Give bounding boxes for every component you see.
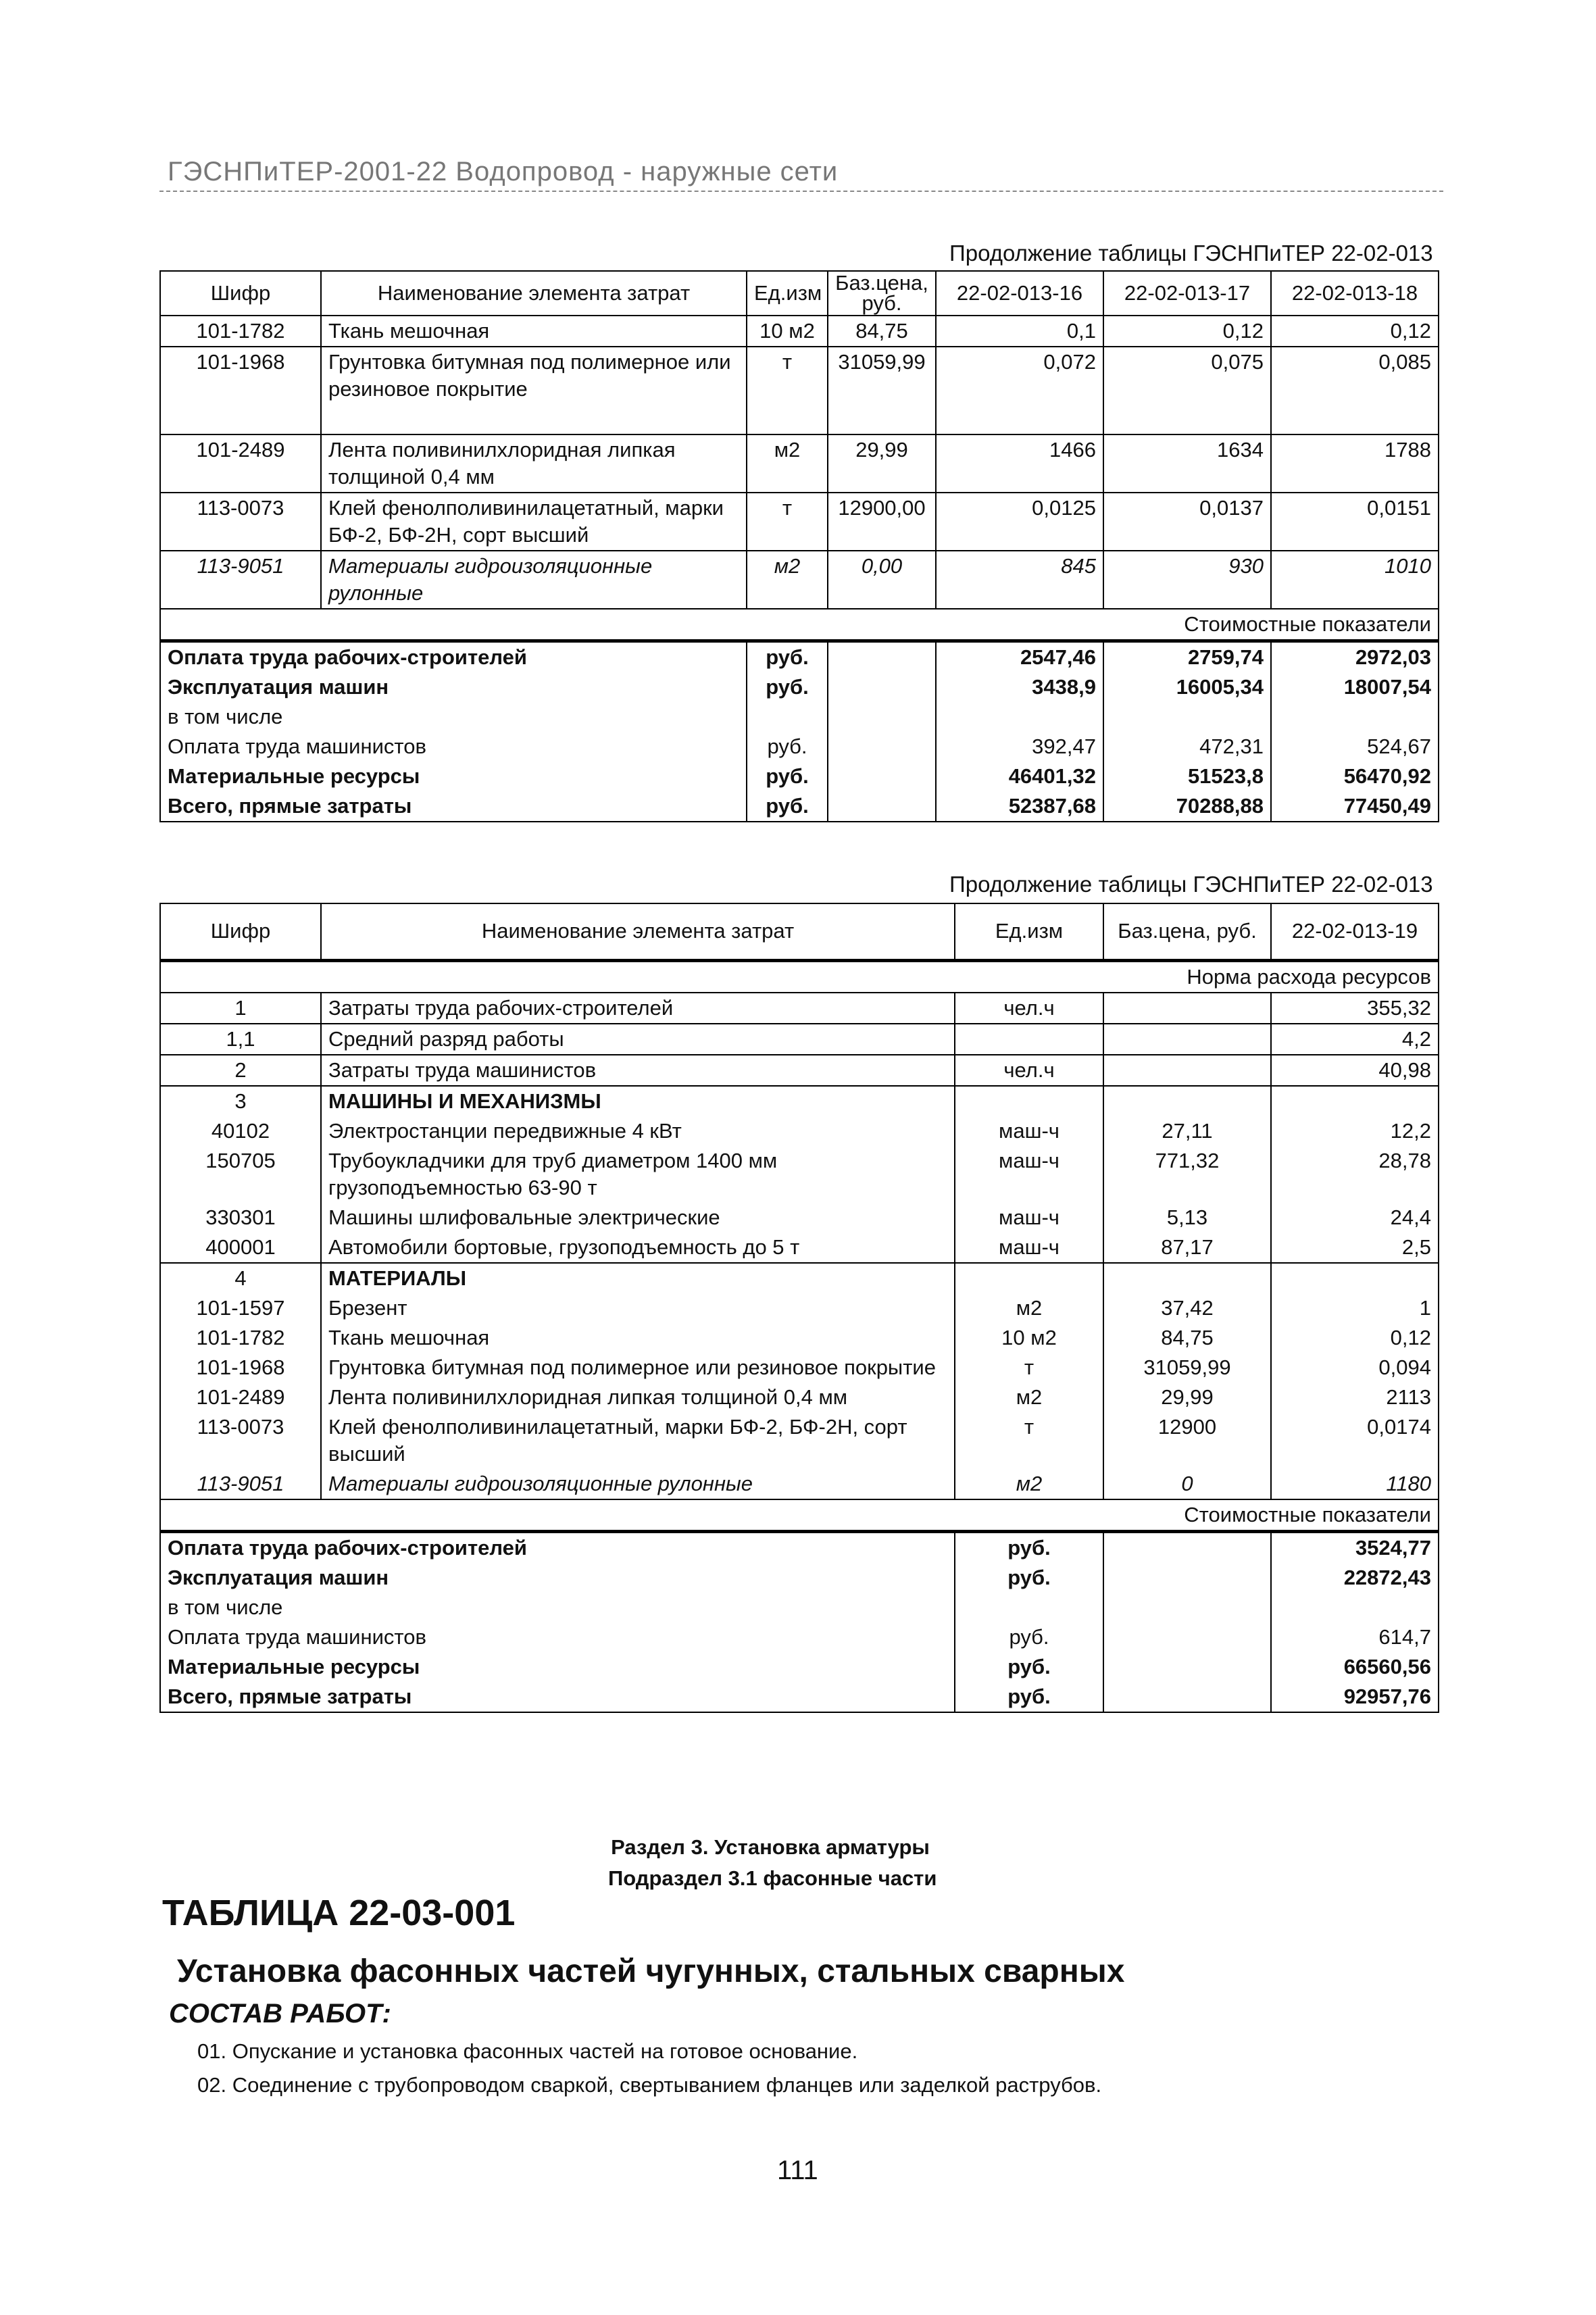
- total-value-17: 51523,8: [1103, 762, 1271, 791]
- row-unit: т: [747, 493, 828, 551]
- row-code: 101-1597: [160, 1293, 321, 1323]
- row-value-17: 0,0137: [1103, 493, 1271, 551]
- row-unit: м2: [747, 434, 828, 493]
- total-value-18: 77450,49: [1271, 791, 1439, 822]
- total-unit: руб.: [747, 672, 828, 702]
- row-price: 12900: [1103, 1412, 1271, 1469]
- table-row: [160, 1146, 1439, 1203]
- row-value-19: 1180: [1271, 1469, 1439, 1499]
- row-unit: т: [955, 1412, 1103, 1469]
- total-label: Материальные ресурсы: [160, 1652, 955, 1682]
- row-price: 31059,99: [1103, 1353, 1271, 1383]
- row-value-18: 1010: [1271, 551, 1439, 609]
- row-value-19: 355,32: [1271, 993, 1439, 1024]
- row-price: 37,42: [1103, 1293, 1271, 1323]
- total-unit: [955, 1593, 1103, 1622]
- row-name: Лента поливинилхлоридная липкая толщиной 0,4 мм: [321, 434, 747, 493]
- total-value-18: 18007,54: [1271, 672, 1439, 702]
- row-name: Материалы гидроизоляционные рулонные: [321, 551, 747, 609]
- table-row: [160, 551, 1439, 609]
- row-code: 113-9051: [160, 551, 321, 609]
- col-header-17: 22-02-013-17: [1103, 271, 1271, 316]
- row-code: 101-1782: [160, 1323, 321, 1353]
- total-row: [160, 732, 1439, 762]
- cost-indicators-label: Стоимостные показатели: [160, 1499, 1439, 1532]
- row-unit: [955, 1263, 1103, 1293]
- table-row: [160, 1055, 1439, 1086]
- row-unit: маш-ч: [955, 1203, 1103, 1233]
- table-row: [160, 347, 1439, 434]
- row-value-18: 0,12: [1271, 316, 1439, 347]
- row-code: 4: [160, 1263, 321, 1293]
- total-value-19: 614,7: [1271, 1622, 1439, 1652]
- row-unit: [955, 1024, 1103, 1055]
- row-unit: т: [747, 347, 828, 434]
- total-label: Оплата труда рабочих-строителей: [160, 1531, 955, 1563]
- total-row: [160, 1593, 1439, 1622]
- row-unit: м2: [955, 1383, 1103, 1412]
- row-name: Машины шлифовальные электрические: [321, 1203, 955, 1233]
- doc-title: Установка фасонных частей чугунных, стальных сварных: [177, 1953, 1125, 1989]
- row-value-19: [1271, 1086, 1439, 1116]
- row-value-19: 12,2: [1271, 1116, 1439, 1146]
- row-code: 1: [160, 993, 321, 1024]
- total-value-19: [1271, 1593, 1439, 1622]
- col-header-name: Наименование элемента затрат: [321, 903, 955, 960]
- row-unit: 10 м2: [747, 316, 828, 347]
- total-label: Оплата труда машинистов: [160, 732, 747, 762]
- table-row: [160, 1263, 1439, 1293]
- row-value-18: 0,0151: [1271, 493, 1439, 551]
- row-code: 101-1782: [160, 316, 321, 347]
- row-name: Затраты труда машинистов: [321, 1055, 955, 1086]
- total-value-16: 3438,9: [936, 672, 1103, 702]
- row-code: 400001: [160, 1233, 321, 1263]
- row-value-19: 4,2: [1271, 1024, 1439, 1055]
- row-code: 101-2489: [160, 1383, 321, 1412]
- row-name: Грунтовка битумная под полимерное или резиновое покрытие: [321, 347, 747, 434]
- cost-indicators-label: Стоимостные показатели: [160, 609, 1439, 641]
- total-unit: руб.: [747, 732, 828, 762]
- table-row: [160, 1353, 1439, 1383]
- row-value-19: 0,12: [1271, 1323, 1439, 1353]
- row-price: [1103, 993, 1271, 1024]
- table1-continued-caption: Продолжение таблицы ГЭСНПиТЕР 22-02-013: [949, 241, 1433, 266]
- row-unit: м2: [747, 551, 828, 609]
- row-price: [1103, 1086, 1271, 1116]
- row-code: 101-2489: [160, 434, 321, 493]
- row-price: 27,11: [1103, 1116, 1271, 1146]
- total-value-17: 16005,34: [1103, 672, 1271, 702]
- row-value-16: 0,1: [936, 316, 1103, 347]
- row-name: Брезент: [321, 1293, 955, 1323]
- row-value-18: 1788: [1271, 434, 1439, 493]
- total-row: [160, 672, 1439, 702]
- row-value-19: 40,98: [1271, 1055, 1439, 1086]
- total-value-18: [1271, 702, 1439, 732]
- total-label: Эксплуатация машин: [160, 672, 747, 702]
- row-value-16: 0,0125: [936, 493, 1103, 551]
- table-row: [160, 1293, 1439, 1323]
- row-price: 771,32: [1103, 1146, 1271, 1203]
- row-unit: 10 м2: [955, 1323, 1103, 1353]
- row-code: 113-0073: [160, 493, 321, 551]
- row-code: 40102: [160, 1116, 321, 1146]
- row-unit: маш-ч: [955, 1233, 1103, 1263]
- row-name: Лента поливинилхлоридная липкая толщиной 0,4 мм: [321, 1383, 955, 1412]
- row-code: 1,1: [160, 1024, 321, 1055]
- col-header-16: 22-02-013-16: [936, 271, 1103, 316]
- col-header-code: Шифр: [160, 903, 321, 960]
- row-name: МАТЕРИАЛЫ: [321, 1263, 955, 1293]
- row-value-19: 28,78: [1271, 1146, 1439, 1203]
- col-header-unit: Ед.изм: [955, 903, 1103, 960]
- total-row: [160, 762, 1439, 791]
- row-price: 0,00: [828, 551, 936, 609]
- col-header-price: Баз.цена, руб.: [828, 271, 936, 316]
- total-value-19: 66560,56: [1271, 1652, 1439, 1682]
- total-unit: [747, 702, 828, 732]
- row-value-16: 1466: [936, 434, 1103, 493]
- row-value-19: 2,5: [1271, 1233, 1439, 1263]
- table-row: [160, 1383, 1439, 1412]
- total-label: Всего, прямые затраты: [160, 1682, 955, 1712]
- total-unit: руб.: [747, 791, 828, 822]
- table-row: [160, 1116, 1439, 1146]
- header-rule: [159, 191, 1443, 192]
- total-value-16: 2547,46: [936, 641, 1103, 673]
- resource-table-2: [159, 903, 1439, 1713]
- total-label: Оплата труда рабочих-строителей: [160, 641, 747, 673]
- row-price: 5,13: [1103, 1203, 1271, 1233]
- work-item: 01. Опускание и установка фасонных частей на готовое основание.: [197, 2039, 858, 2063]
- total-value-19: 3524,77: [1271, 1531, 1439, 1563]
- total-label: Всего, прямые затраты: [160, 791, 747, 822]
- table-row: [160, 1412, 1439, 1469]
- row-code: 113-0073: [160, 1412, 321, 1469]
- row-value-18: 0,085: [1271, 347, 1439, 434]
- total-row: [160, 1531, 1439, 1563]
- row-name: МАШИНЫ И МЕХАНИЗМЫ: [321, 1086, 955, 1116]
- total-value-18: 56470,92: [1271, 762, 1439, 791]
- row-unit: маш-ч: [955, 1116, 1103, 1146]
- row-unit: чел.ч: [955, 1055, 1103, 1086]
- table-row: [160, 1233, 1439, 1263]
- total-row: [160, 702, 1439, 732]
- row-name: Клей фенолполивинилацетатный, марки БФ-2, БФ-2Н, сорт высший: [321, 493, 747, 551]
- running-header: ГЭСНПиТЕР-2001-22 Водопровод - наружные сети: [168, 157, 839, 186]
- row-code: 3: [160, 1086, 321, 1116]
- row-value-17: 0,075: [1103, 347, 1271, 434]
- table-row: [160, 1024, 1439, 1055]
- table-row: [160, 434, 1439, 493]
- row-price: [1103, 1055, 1271, 1086]
- total-unit: руб.: [747, 641, 828, 673]
- row-unit: т: [955, 1353, 1103, 1383]
- row-value-17: 0,12: [1103, 316, 1271, 347]
- table-row: [160, 1203, 1439, 1233]
- total-value-18: 2972,03: [1271, 641, 1439, 673]
- table-row: [160, 316, 1439, 347]
- row-code: 150705: [160, 1146, 321, 1203]
- row-code: 2: [160, 1055, 321, 1086]
- row-price: 29,99: [828, 434, 936, 493]
- total-unit: руб.: [955, 1682, 1103, 1712]
- row-value-19: 1: [1271, 1293, 1439, 1323]
- row-code: 101-1968: [160, 1353, 321, 1383]
- page-number: 111: [777, 2156, 818, 2185]
- total-label: Оплата труда машинистов: [160, 1622, 955, 1652]
- row-value-19: 2113: [1271, 1383, 1439, 1412]
- row-price: 87,17: [1103, 1233, 1271, 1263]
- total-value-17: [1103, 702, 1271, 732]
- norm-label: Норма расхода ресурсов: [160, 960, 1439, 993]
- col-header-unit: Ед.изм: [747, 271, 828, 316]
- total-unit: руб.: [955, 1531, 1103, 1563]
- col-header-18: 22-02-013-18: [1271, 271, 1439, 316]
- row-price: [1103, 1263, 1271, 1293]
- row-unit: м2: [955, 1469, 1103, 1499]
- col-header-code: Шифр: [160, 271, 321, 316]
- table-row: [160, 993, 1439, 1024]
- total-label: Эксплуатация машин: [160, 1563, 955, 1593]
- row-price: 0: [1103, 1469, 1271, 1499]
- total-unit: руб.: [955, 1652, 1103, 1682]
- row-price: 84,75: [1103, 1323, 1271, 1353]
- row-price: 12900,00: [828, 493, 936, 551]
- total-row: [160, 1563, 1439, 1593]
- row-value-17: 930: [1103, 551, 1271, 609]
- row-name: Ткань мешочная: [321, 1323, 955, 1353]
- col-header-price: Баз.цена, руб.: [1103, 903, 1271, 960]
- total-value-16: 392,47: [936, 732, 1103, 762]
- row-name: Автомобили бортовые, грузоподъемность до 5 т: [321, 1233, 955, 1263]
- total-value-19: 92957,76: [1271, 1682, 1439, 1712]
- total-row: [160, 641, 1439, 673]
- row-value-19: 0,094: [1271, 1353, 1439, 1383]
- total-unit: руб.: [955, 1563, 1103, 1593]
- total-value-16: 46401,32: [936, 762, 1103, 791]
- total-row: [160, 1652, 1439, 1682]
- total-row: [160, 1682, 1439, 1712]
- work-item: 02. Соединение с трубопроводом сваркой, свертыванием фланцев или заделкой раструбов.: [197, 2073, 1102, 2097]
- row-name: Трубоукладчики для труб диаметром 1400 мм грузоподъемностью 63-90 т: [321, 1146, 955, 1203]
- total-value-17: 70288,88: [1103, 791, 1271, 822]
- row-value-19: 0,0174: [1271, 1412, 1439, 1469]
- row-unit: [955, 1086, 1103, 1116]
- row-price: [1103, 1024, 1271, 1055]
- total-value-17: 472,31: [1103, 732, 1271, 762]
- row-name: Электростанции передвижные 4 кВт: [321, 1116, 955, 1146]
- row-unit: чел.ч: [955, 993, 1103, 1024]
- row-name: Затраты труда рабочих-строителей: [321, 993, 955, 1024]
- section-title: Раздел 3. Установка арматуры: [611, 1835, 930, 1859]
- total-value-17: 2759,74: [1103, 641, 1271, 673]
- row-value-17: 1634: [1103, 434, 1271, 493]
- total-value-19: 22872,43: [1271, 1563, 1439, 1593]
- works-title: СОСТАВ РАБОТ:: [169, 1999, 391, 2028]
- table-number: ТАБЛИЦА 22-03-001: [162, 1893, 516, 1933]
- total-label: в том числе: [160, 1593, 955, 1622]
- resource-table-1: [159, 270, 1439, 822]
- row-value-19: 24,4: [1271, 1203, 1439, 1233]
- total-row: [160, 1622, 1439, 1652]
- table-row: [160, 1086, 1439, 1116]
- table-row: [160, 1323, 1439, 1353]
- row-code: 113-9051: [160, 1469, 321, 1499]
- row-name: Средний разряд работы: [321, 1024, 955, 1055]
- row-value-16: 0,072: [936, 347, 1103, 434]
- table2-continued-caption: Продолжение таблицы ГЭСНПиТЕР 22-02-013: [949, 872, 1433, 897]
- row-price: 84,75: [828, 316, 936, 347]
- row-price: 31059,99: [828, 347, 936, 434]
- row-unit: маш-ч: [955, 1146, 1103, 1203]
- row-unit: м2: [955, 1293, 1103, 1323]
- total-label: в том числе: [160, 702, 747, 732]
- total-unit: руб.: [747, 762, 828, 791]
- subsection-title: Подраздел 3.1 фасонные части: [608, 1866, 937, 1890]
- total-unit: руб.: [955, 1622, 1103, 1652]
- row-value-16: 845: [936, 551, 1103, 609]
- row-name: Ткань мешочная: [321, 316, 747, 347]
- total-value-16: [936, 702, 1103, 732]
- row-value-19: [1271, 1263, 1439, 1293]
- row-code: 101-1968: [160, 347, 321, 434]
- total-value-18: 524,67: [1271, 732, 1439, 762]
- table-row: [160, 1469, 1439, 1499]
- row-name: Клей фенолполивинилацетатный, марки БФ-2, БФ-2Н, сорт высший: [321, 1412, 955, 1469]
- col-header-19: 22-02-013-19: [1271, 903, 1439, 960]
- row-code: 330301: [160, 1203, 321, 1233]
- total-row: [160, 791, 1439, 822]
- row-name: Грунтовка битумная под полимерное или резиновое покрытие: [321, 1353, 955, 1383]
- col-header-name: Наименование элемента затрат: [321, 271, 747, 316]
- row-price: 29,99: [1103, 1383, 1271, 1412]
- row-name: Материалы гидроизоляционные рулонные: [321, 1469, 955, 1499]
- total-label: Материальные ресурсы: [160, 762, 747, 791]
- total-value-16: 52387,68: [936, 791, 1103, 822]
- table-row: [160, 493, 1439, 551]
